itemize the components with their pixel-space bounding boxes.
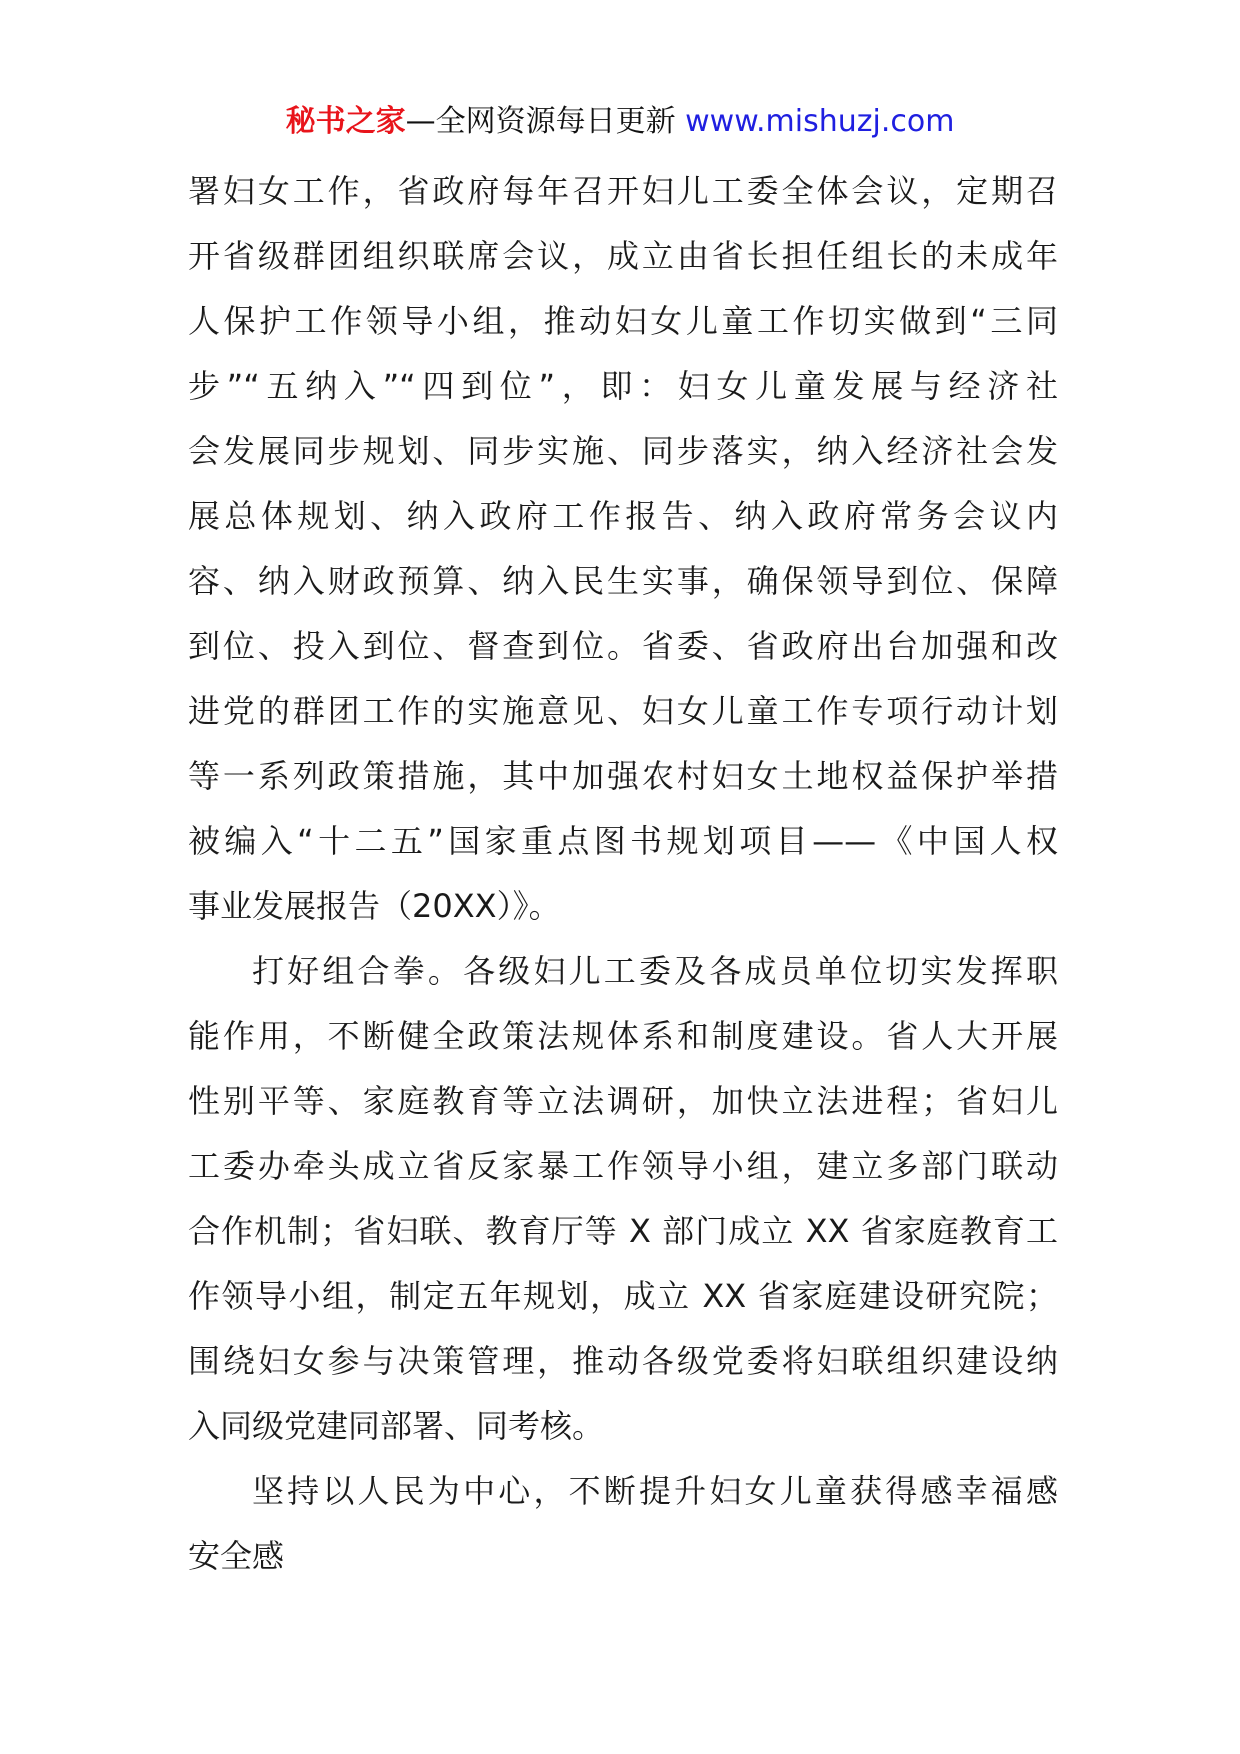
- text-line: 容、纳入财政预算、纳入民生实事，确保领导到位、保障: [188, 562, 1058, 600]
- text-line: 到位、投入到位、督查到位。省委、省政府出台加强和改: [188, 627, 1058, 665]
- text-line: 工委办牵头成立省反家暴工作领导小组，建立多部门联动: [188, 1147, 1058, 1185]
- text-line: 合作机制；省妇联、教育厅等 X 部门成立 XX 省家庭教育工: [188, 1212, 1058, 1250]
- text-line: 开省级群团组织联席会议，成立由省长担任组长的未成年: [188, 237, 1058, 275]
- banner-tagline: —全网资源每日更新: [405, 104, 686, 139]
- brand-name: 秘书之家: [285, 104, 406, 139]
- text-line: 展总体规划、纳入政府工作报告、纳入政府常务会议内: [188, 497, 1058, 535]
- text-line: 能作用，不断健全政策法规体系和制度建设。省人大开展: [188, 1017, 1058, 1055]
- text-line: 等一系列政策措施，其中加强农村妇女土地权益保护举措: [188, 757, 1058, 795]
- text-line: 安全感: [188, 1537, 285, 1575]
- text-line: 事业发展报告（20XX）》。: [188, 887, 561, 925]
- text-line: 性别平等、家庭教育等立法调研，加快立法进程；省妇儿: [188, 1082, 1058, 1120]
- text-line: 围绕妇女参与决策管理，推动各级党委将妇联组织建设纳: [188, 1342, 1058, 1380]
- site-url[interactable]: www.mishuzj.com: [685, 104, 955, 139]
- text-line: 被编入“十二五”国家重点图书规划项目——《中国人权: [188, 822, 1058, 860]
- site-banner: [0, 100, 1240, 144]
- text-line: 会发展同步规划、同步实施、同步落实，纳入经济社会发: [188, 432, 1058, 470]
- text-line: 步”“五纳入”“四到位”，即：妇女儿童发展与经济社: [188, 367, 1058, 405]
- text-line: 入同级党建同部署、同考核。: [188, 1407, 605, 1445]
- text-line: 进党的群团工作的实施意见、妇女儿童工作专项行动计划: [188, 692, 1058, 730]
- document-body: [188, 159, 1058, 1589]
- text-line: 人保护工作领导小组，推动妇女儿童工作切实做到“三同: [188, 302, 1058, 340]
- text-line: 坚持以人民为中心，不断提升妇女儿童获得感幸福感: [252, 1472, 1058, 1510]
- text-line: 打好组合拳。各级妇儿工委及各成员单位切实发挥职: [252, 952, 1058, 990]
- text-line: 作领导小组，制定五年规划，成立 XX 省家庭建设研究院；: [188, 1277, 1058, 1315]
- text-line: 署妇女工作，省政府每年召开妇儿工委全体会议，定期召: [188, 172, 1058, 210]
